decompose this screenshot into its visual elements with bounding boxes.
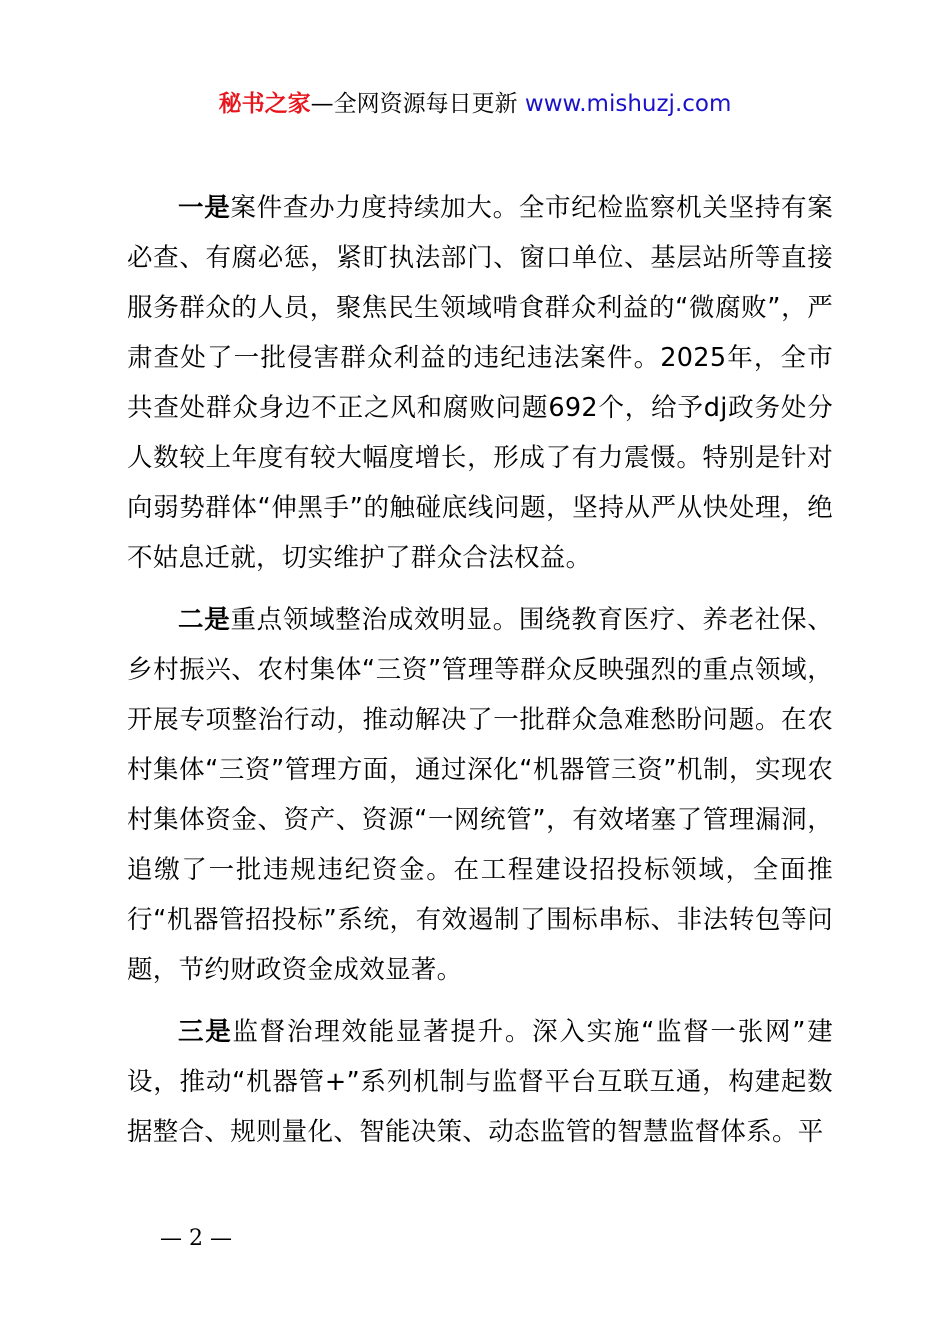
paragraph-lead: 二是 [178,605,231,635]
paragraph-1 [127,183,833,583]
site-header [0,86,950,122]
paragraph-text: 监督治理效能显著提升。深入实施“监督一张网”建设，推动“机器管+”系列机制与监督平台互联互通，构建起数据整合、规则量化、智能决策、动态监管的智慧监督体系。平 [127,1017,833,1147]
paragraph-2 [127,595,833,995]
document-body [127,183,833,1169]
site-tagline: —全网资源每日更新 [310,91,518,117]
paragraph-text: 重点领域整治成效明显。围绕教育医疗、养老社保、乡村振兴、农村集体“三资”管理等群众反映强烈的重点领域，开展专项整治行动，推动解决了一批群众急难愁盼问题。在农村集体“三资”管理方面，通过深化“机器管三资”机制，实现农村集体资金、资产、资源“一网统管”，有效堵塞了管理漏洞，追缴了一批违规违纪资金。在工程建设招投标领域，全面推行“机器管招投标”系统，有效遏制了围标串标、非法转包等问题，节约财政资金成效显著。 [127,605,833,985]
paragraph-lead: 一是 [178,193,231,223]
paragraph-3 [127,1007,833,1157]
site-url-link[interactable]: www.mishuzj.com [524,91,732,117]
paragraph-text: 案件查办力度持续加大。全市纪检监察机关坚持有案必查、有腐必惩，紧盯执法部门、窗口单位、基层站所等直接服务群众的人员，聚焦民生领域啃食群众利益的“微腐败”，严肃查处了一批侵害群众利益的违纪违法案件。2025年，全市共查处群众身边不正之风和腐败问题692个，给予dj政务处分人数较上年度有较大幅度增长，形成了有力震慑。特别是针对向弱势群体“伸黑手”的触碰底线问题，坚持从严从快处理，绝不姑息迁就，切实维护了群众合法权益。 [127,193,833,573]
paragraph-lead: 三是 [178,1017,233,1047]
page-number: — 2 — [160,1226,232,1251]
site-brand: 秘书之家 [218,91,311,117]
